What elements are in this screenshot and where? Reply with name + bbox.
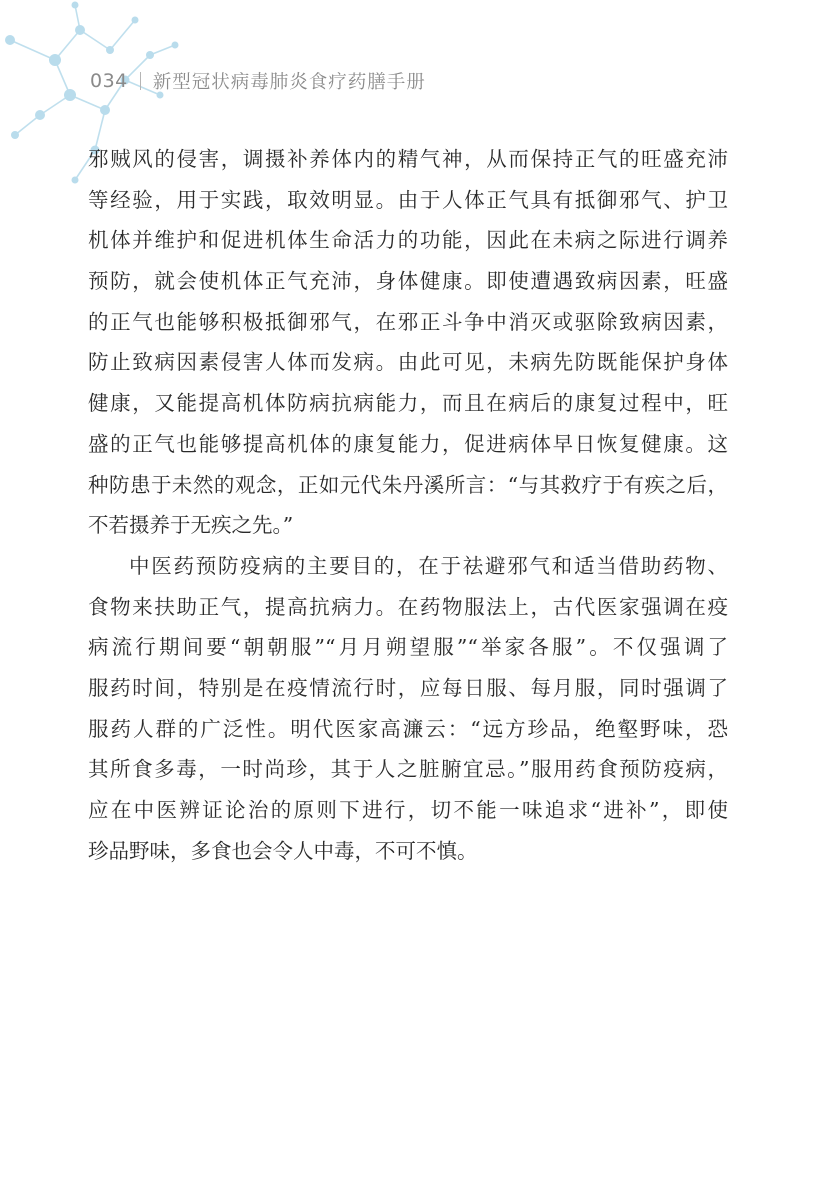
text-line: 的正气也能够积极抵御邪气，在邪正斗争中消灭或驱除致病因素， (88, 309, 728, 334)
text-line: 病流行期间要“朝朝服”“月月朔望服”“举家各服”。不仅强调了 (88, 635, 728, 660)
book-title: 新型冠状病毒肺炎食疗药膳手册 (152, 72, 426, 93)
running-header (90, 66, 426, 96)
text-line: 防止致病因素侵害人体而发病。由此可见，未病先防既能保护身体 (88, 350, 728, 375)
text-line: 服药时间，特别是在疫情流行时，应每日服、每月服，同时强调了 (88, 675, 728, 700)
paragraph-2 (88, 546, 728, 872)
text-line: 机体并维护和促进机体生命活力的功能，因此在未病之际进行调养 (88, 228, 728, 253)
body-text (88, 139, 728, 871)
text-line: 邪贼风的侵害，调摄补养体内的精气神，从而保持正气的旺盛充沛 (88, 147, 728, 171)
text-line: 应在中医辨证论治的原则下进行，切不能一味追求“进补”，即使 (88, 798, 728, 822)
paragraph-1 (88, 139, 728, 546)
header-divider (140, 72, 141, 90)
text-line: 其所食多毒，一时尚珍，其于人之脏腑宜忌。”服用药食预防疫病， (88, 757, 728, 782)
text-line: 等经验，用于实践，取效明显。由于人体正气具有抵御邪气、护卫 (88, 187, 728, 212)
text-line: 不若摄养于无疾之先。” (88, 513, 294, 538)
text-line: 食物来扶助正气，提高抗病力。在药物服法上，古代医家强调在疫 (88, 594, 728, 619)
text-line: 盛的正气也能够提高机体的康复能力，促进病体早日恢复健康。这 (88, 431, 728, 456)
text-line: 中医药预防疫病的主要目的，在于祛避邪气和适当借助药物、 (129, 553, 728, 578)
page-number: 034 (90, 70, 128, 92)
text-line: 预防，就会使机体正气充沛，身体健康。即使遭遇致病因素，旺盛 (88, 269, 728, 294)
text-line: 珍品野味，多食也会令人中毒，不可不慎。 (88, 838, 478, 863)
text-line: 服药人群的广泛性。明代医家高濂云：“远方珍品，绝壑野味，恐 (88, 716, 728, 741)
text-line: 种防患于未然的观念，正如元代朱丹溪所言：“与其救疗于有疾之后， (88, 472, 728, 497)
text-line: 健康，又能提高机体防病抗病能力，而且在病后的康复过程中，旺 (88, 391, 728, 416)
